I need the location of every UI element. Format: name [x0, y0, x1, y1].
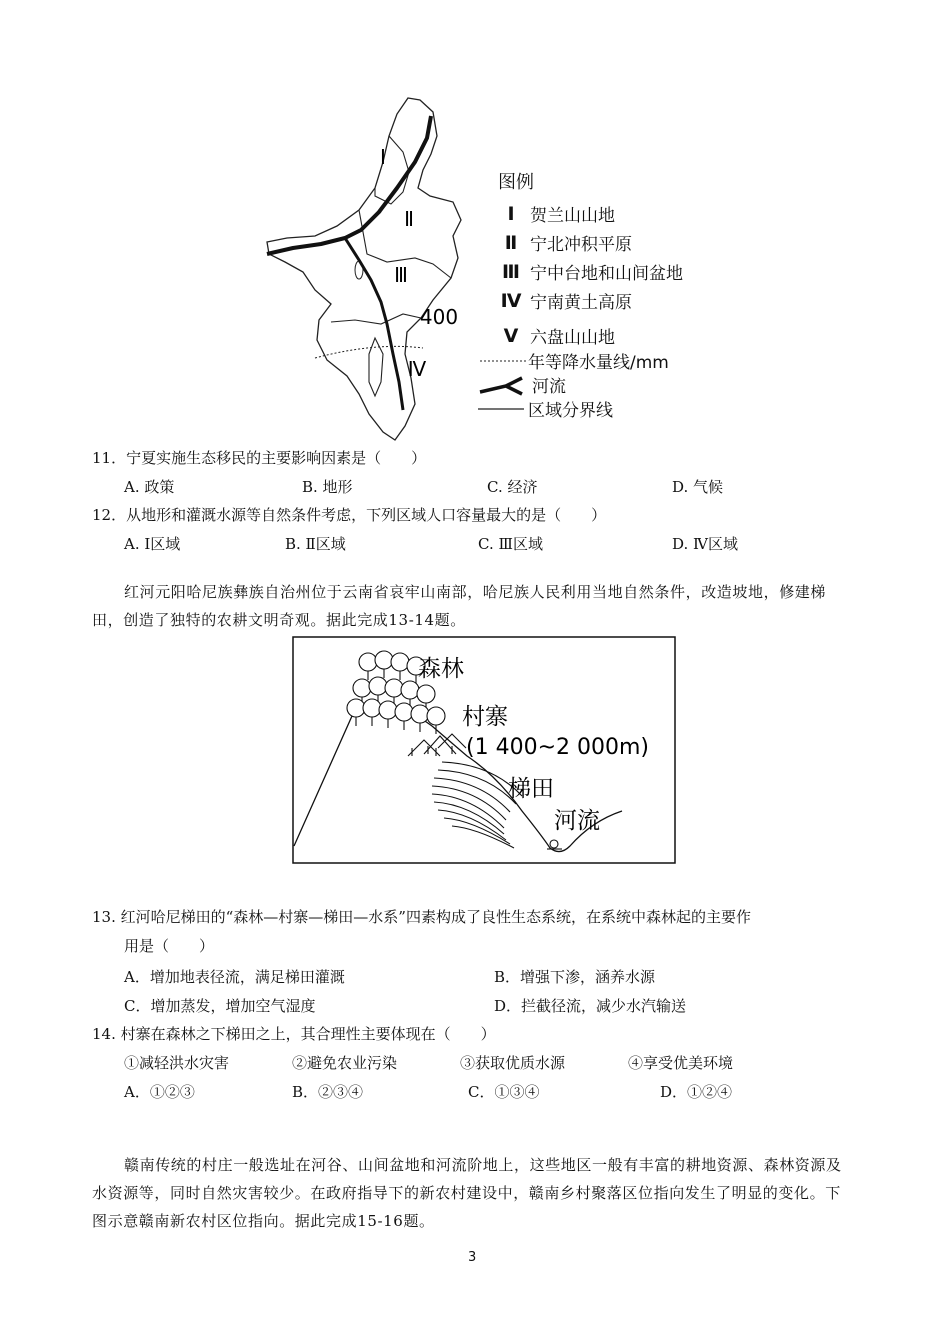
map-legend [498, 168, 718, 421]
question-14-option-c: C．①③④ [468, 1083, 540, 1101]
passage-13-14: 红河元阳哈尼族彝族自治州位于云南省哀牢山南部，哈尼族人民利用当地自然条件，改造坡地，修建梯田，创造了独特的农耕文明奇观。据此完成13-14题。 [92, 583, 827, 629]
legend-symbol: Ⅰ [507, 202, 515, 225]
legend-boundary: 区域分界线 [478, 396, 613, 421]
legend-label: 宁南黄土高原 [530, 293, 632, 313]
question-13-option-d: D．拦截径流，减少水汽输送 [494, 997, 687, 1015]
question-14-stem: 14. 村寨在森林之下梯田之上，其合理性主要体现在（ ） [92, 1025, 496, 1043]
page-number: 3 [468, 1250, 477, 1265]
question-12-stem: 12．从地形和灌溉水源等自然条件考虑，下列区域人口容量最大的是（ ） [92, 506, 607, 524]
river-icon [476, 374, 526, 396]
legend-item [498, 201, 615, 226]
yellow-river [267, 116, 431, 254]
label-river: 河流 [554, 808, 600, 834]
question-14-option-b: B．②③④ [292, 1083, 364, 1101]
village-houses [408, 734, 466, 756]
tree-icon [411, 705, 429, 732]
terrace-diagram [292, 636, 676, 864]
legend-symbol: Ⅳ [500, 289, 522, 312]
isohyet-value-label: 400 [419, 305, 459, 329]
legend-item [498, 230, 632, 255]
region-label-i: Ⅰ [380, 145, 386, 169]
question-13-stem-line1: 13. 红河哈尼梯田的“森林—村寨—梯田—水系”四素构成了良性生态系统，在系统中森林起的主要作 [92, 908, 751, 926]
question-14-item-2: ②避免农业污染 [292, 1054, 398, 1072]
legend-river: 河流 [476, 372, 566, 397]
label-elevation: (1 400~2 000m) [466, 735, 649, 760]
question-11-stem: 11．宁夏实施生态移民的主要影响因素是（ ） [92, 449, 427, 467]
tree-icon [395, 703, 413, 730]
question-13-option-c: C．增加蒸发，增加空气湿度 [124, 997, 316, 1015]
tree-icon [363, 699, 381, 726]
region-label-iv: Ⅳ [407, 357, 427, 381]
question-14-option-a: A．①②③ [124, 1083, 195, 1101]
label-terrace: 梯田 [508, 776, 554, 802]
region-label-iii: Ⅲ [394, 263, 408, 287]
passage-15-16: 赣南传统的村庄一般选址在河谷、山间盆地和河流阶地上，这些地区一般有丰富的耕地资源、森林资源及水资源等，同时自然灾害较少。在政府指导下的新农村建设中，赣南乡村聚落区位指向发生了明显的变化。下图示意赣南新农村区位指向。据此完成15-16题。 [92, 1156, 842, 1230]
legend-label: 宁中台地和山间盆地 [530, 264, 683, 284]
question-11-option-c: C. 经济 [487, 478, 538, 496]
question-11-option-a: A. 政策 [124, 478, 175, 496]
question-14-item-1: ①减轻洪水灾害 [124, 1054, 230, 1072]
label-forest: 森林 [418, 656, 464, 682]
tree-icon [375, 651, 393, 678]
tree-icon [359, 653, 377, 680]
question-13-stem-line2: 用是（ ） [124, 937, 215, 955]
question-14-option-d: D．①②④ [660, 1083, 733, 1101]
ningxia-map [255, 92, 495, 442]
tree-icon [379, 701, 397, 728]
question-12-option-a: A. Ⅰ区域 [124, 535, 181, 553]
legend-precip: 年等降水量线/mm [480, 348, 669, 373]
legend-symbol: Ⅴ [503, 324, 519, 347]
question-12-option-d: D. Ⅳ区域 [672, 535, 739, 553]
legend-label: 贺兰山山地 [530, 206, 615, 226]
tree-icon [427, 707, 445, 734]
question-11-option-d: D. 气候 [672, 478, 724, 496]
legend-title: 图例 [498, 172, 534, 193]
region-boundary-iii-iv [331, 314, 421, 324]
legend-label: 六盘山山地 [530, 328, 615, 348]
question-14-item-3: ③获取优质水源 [460, 1054, 566, 1072]
dashed-line-icon [480, 356, 528, 366]
tree-icon [391, 653, 409, 680]
question-13-option-a: A．增加地表径流，满足梯田灌溉 [124, 968, 345, 986]
boundary-line-icon [478, 404, 524, 414]
region-label-ii: Ⅱ [404, 207, 414, 231]
question-11-option-b: B. 地形 [302, 478, 353, 496]
question-13-option-b: B．增强下渗，涵养水源 [494, 968, 656, 986]
question-12-option-b: B. Ⅱ区域 [285, 535, 346, 553]
legend-item [498, 288, 632, 313]
legend-symbol: Ⅲ [502, 260, 520, 283]
legend-symbol: Ⅱ [504, 231, 518, 254]
label-village: 村寨 [462, 704, 508, 730]
legend-item [498, 323, 615, 348]
legend-label: 宁北冲积平原 [530, 235, 632, 255]
house-icon [438, 734, 466, 748]
question-14-item-4: ④享受优美环境 [628, 1054, 734, 1072]
question-12-option-c: C. Ⅲ区域 [478, 535, 543, 553]
terrace-lines [432, 762, 522, 848]
legend-item [498, 259, 683, 284]
